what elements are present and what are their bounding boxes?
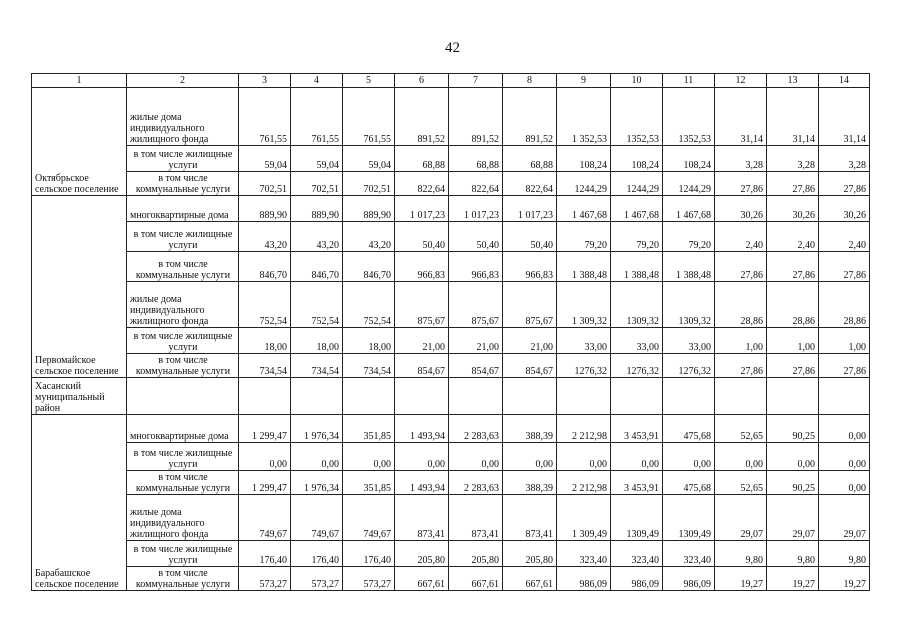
table-row [32, 354, 870, 378]
value-cell: 52,65 [715, 471, 767, 495]
value-cell: 0,00 [343, 443, 395, 471]
value-cell: 29,07 [715, 495, 767, 541]
value-cell: 889,90 [291, 196, 343, 222]
value-cell: 891,52 [503, 88, 557, 146]
value-cell: 667,61 [449, 567, 503, 591]
column-header: 8 [503, 74, 557, 88]
value-cell: 205,80 [395, 541, 449, 567]
value-cell: 1276,32 [663, 354, 715, 378]
value-cell: 0,00 [663, 443, 715, 471]
value-cell: 1 352,53 [557, 88, 611, 146]
value-cell: 351,85 [343, 471, 395, 495]
value-cell: 702,51 [239, 172, 291, 196]
column-header-row [32, 74, 870, 88]
value-cell: 0,00 [395, 443, 449, 471]
value-cell: 1 467,68 [663, 196, 715, 222]
table-row [32, 495, 870, 541]
value-cell: 891,52 [449, 88, 503, 146]
value-cell: 891,52 [395, 88, 449, 146]
value-cell: 0,00 [449, 443, 503, 471]
empty-cell [291, 378, 343, 415]
value-cell: 28,86 [767, 282, 819, 328]
value-cell: 749,67 [343, 495, 395, 541]
value-cell: 108,24 [663, 146, 715, 172]
value-cell: 28,86 [715, 282, 767, 328]
category-label: в том числе жилищные услуги [127, 443, 239, 471]
value-cell: 986,09 [611, 567, 663, 591]
value-cell: 1 309,49 [557, 495, 611, 541]
empty-cell [127, 378, 239, 415]
value-cell: 873,41 [395, 495, 449, 541]
table-row [32, 378, 870, 415]
column-header: 13 [767, 74, 819, 88]
value-cell: 1 976,34 [291, 415, 343, 443]
tariff-table [31, 73, 870, 591]
value-cell: 986,09 [557, 567, 611, 591]
value-cell: 21,00 [449, 328, 503, 354]
value-cell: 1244,29 [557, 172, 611, 196]
value-cell: 1276,32 [611, 354, 663, 378]
value-cell: 52,65 [715, 415, 767, 443]
value-cell: 0,00 [819, 415, 870, 443]
value-cell: 19,27 [819, 567, 870, 591]
column-header: 1 [32, 74, 127, 88]
value-cell: 854,67 [449, 354, 503, 378]
column-header: 3 [239, 74, 291, 88]
value-cell: 0,00 [503, 443, 557, 471]
value-cell: 0,00 [819, 471, 870, 495]
category-label: в том числе жилищные услуги [127, 222, 239, 252]
table-row [32, 471, 870, 495]
value-cell: 31,14 [767, 88, 819, 146]
category-label: в том числе коммунальные услуги [127, 252, 239, 282]
value-cell: 986,09 [663, 567, 715, 591]
value-cell: 2 212,98 [557, 471, 611, 495]
value-cell: 323,40 [611, 541, 663, 567]
value-cell: 2,40 [767, 222, 819, 252]
value-cell: 573,27 [343, 567, 395, 591]
page-number: 42 [445, 40, 460, 56]
value-cell: 1 309,32 [557, 282, 611, 328]
value-cell: 702,51 [291, 172, 343, 196]
empty-cell [503, 378, 557, 415]
value-cell: 667,61 [503, 567, 557, 591]
value-cell: 205,80 [449, 541, 503, 567]
category-label: жилые дома индивидуального жилищного фонда [127, 495, 239, 541]
table-row [32, 196, 870, 222]
column-header: 14 [819, 74, 870, 88]
settlement-name: Первомайское сельское поселение [32, 196, 127, 378]
category-label: в том числе жилищные услуги [127, 146, 239, 172]
value-cell: 351,85 [343, 415, 395, 443]
value-cell: 1276,32 [557, 354, 611, 378]
column-header: 10 [611, 74, 663, 88]
column-header: 9 [557, 74, 611, 88]
value-cell: 2 283,63 [449, 471, 503, 495]
value-cell: 43,20 [291, 222, 343, 252]
value-cell: 475,68 [663, 415, 715, 443]
value-cell: 33,00 [663, 328, 715, 354]
value-cell: 108,24 [611, 146, 663, 172]
value-cell: 205,80 [503, 541, 557, 567]
value-cell: 59,04 [239, 146, 291, 172]
category-label: в том числе коммунальные услуги [127, 172, 239, 196]
table-row [32, 282, 870, 328]
table-row [32, 88, 870, 146]
column-header: 5 [343, 74, 395, 88]
table-row [32, 415, 870, 443]
value-cell: 18,00 [239, 328, 291, 354]
value-cell: 79,20 [611, 222, 663, 252]
value-cell: 9,80 [767, 541, 819, 567]
value-cell: 27,86 [715, 354, 767, 378]
settlement-name: Хасанский муниципальный район [32, 378, 127, 415]
value-cell: 966,83 [449, 252, 503, 282]
value-cell: 0,00 [767, 443, 819, 471]
value-cell: 0,00 [291, 443, 343, 471]
value-cell: 31,14 [819, 88, 870, 146]
value-cell: 18,00 [343, 328, 395, 354]
value-cell: 752,54 [343, 282, 395, 328]
value-cell: 1309,49 [611, 495, 663, 541]
value-cell: 50,40 [503, 222, 557, 252]
empty-cell [557, 378, 611, 415]
value-cell: 28,86 [819, 282, 870, 328]
value-cell: 21,00 [503, 328, 557, 354]
value-cell: 734,54 [239, 354, 291, 378]
category-label: в том числе коммунальные услуги [127, 471, 239, 495]
value-cell: 30,26 [819, 196, 870, 222]
value-cell: 388,39 [503, 471, 557, 495]
value-cell: 761,55 [343, 88, 395, 146]
value-cell: 966,83 [503, 252, 557, 282]
value-cell: 875,67 [503, 282, 557, 328]
empty-cell [819, 378, 870, 415]
value-cell: 761,55 [239, 88, 291, 146]
empty-cell [715, 378, 767, 415]
column-header: 7 [449, 74, 503, 88]
column-header: 2 [127, 74, 239, 88]
value-cell: 1309,32 [663, 282, 715, 328]
value-cell: 1 017,23 [395, 196, 449, 222]
value-cell: 27,86 [767, 172, 819, 196]
value-cell: 873,41 [503, 495, 557, 541]
value-cell: 1 388,48 [557, 252, 611, 282]
value-cell: 27,86 [715, 172, 767, 196]
column-header: 4 [291, 74, 343, 88]
value-cell: 0,00 [819, 443, 870, 471]
table-row [32, 146, 870, 172]
empty-cell [395, 378, 449, 415]
column-header: 12 [715, 74, 767, 88]
value-cell: 846,70 [291, 252, 343, 282]
value-cell: 33,00 [557, 328, 611, 354]
value-cell: 2 212,98 [557, 415, 611, 443]
value-cell: 734,54 [343, 354, 395, 378]
value-cell: 108,24 [557, 146, 611, 172]
value-cell: 176,40 [239, 541, 291, 567]
value-cell: 30,26 [767, 196, 819, 222]
empty-cell [767, 378, 819, 415]
value-cell: 875,67 [395, 282, 449, 328]
value-cell: 1 299,47 [239, 415, 291, 443]
table-row [32, 222, 870, 252]
value-cell: 1309,49 [663, 495, 715, 541]
empty-cell [663, 378, 715, 415]
value-cell: 30,26 [715, 196, 767, 222]
value-cell: 59,04 [343, 146, 395, 172]
value-cell: 43,20 [343, 222, 395, 252]
table-row [32, 252, 870, 282]
value-cell: 752,54 [291, 282, 343, 328]
value-cell: 822,64 [449, 172, 503, 196]
value-cell: 27,86 [819, 354, 870, 378]
value-cell: 752,54 [239, 282, 291, 328]
value-cell: 29,07 [819, 495, 870, 541]
category-label: жилые дома индивидуального жилищного фонда [127, 282, 239, 328]
value-cell: 27,86 [767, 354, 819, 378]
value-cell: 27,86 [767, 252, 819, 282]
value-cell: 1 493,94 [395, 415, 449, 443]
settlement-name: Барабашское сельское поселение [32, 415, 127, 591]
value-cell: 21,00 [395, 328, 449, 354]
value-cell: 873,41 [449, 495, 503, 541]
category-label: многоквартирные дома [127, 196, 239, 222]
value-cell: 3,28 [767, 146, 819, 172]
table-row [32, 172, 870, 196]
value-cell: 749,67 [239, 495, 291, 541]
value-cell: 1 388,48 [611, 252, 663, 282]
value-cell: 27,86 [819, 252, 870, 282]
value-cell: 1 976,34 [291, 471, 343, 495]
value-cell: 1 017,23 [449, 196, 503, 222]
value-cell: 2,40 [715, 222, 767, 252]
value-cell: 854,67 [395, 354, 449, 378]
value-cell: 3,28 [819, 146, 870, 172]
value-cell: 68,88 [449, 146, 503, 172]
value-cell: 176,40 [291, 541, 343, 567]
value-cell: 90,25 [767, 471, 819, 495]
value-cell: 889,90 [239, 196, 291, 222]
category-label: в том числе жилищные услуги [127, 328, 239, 354]
value-cell: 79,20 [557, 222, 611, 252]
table-row [32, 443, 870, 471]
value-cell: 3 453,91 [611, 471, 663, 495]
value-cell: 1,00 [819, 328, 870, 354]
value-cell: 43,20 [239, 222, 291, 252]
empty-cell [449, 378, 503, 415]
value-cell: 323,40 [663, 541, 715, 567]
column-header: 6 [395, 74, 449, 88]
value-cell: 33,00 [611, 328, 663, 354]
value-cell: 822,64 [503, 172, 557, 196]
value-cell: 29,07 [767, 495, 819, 541]
value-cell: 27,86 [715, 252, 767, 282]
table-row [32, 567, 870, 591]
empty-cell [239, 378, 291, 415]
value-cell: 79,20 [663, 222, 715, 252]
value-cell: 889,90 [343, 196, 395, 222]
value-cell: 822,64 [395, 172, 449, 196]
value-cell: 3,28 [715, 146, 767, 172]
category-label: в том числе коммунальные услуги [127, 354, 239, 378]
value-cell: 68,88 [395, 146, 449, 172]
value-cell: 323,40 [557, 541, 611, 567]
value-cell: 1244,29 [663, 172, 715, 196]
value-cell: 18,00 [291, 328, 343, 354]
value-cell: 734,54 [291, 354, 343, 378]
value-cell: 50,40 [449, 222, 503, 252]
value-cell: 846,70 [343, 252, 395, 282]
value-cell: 1 467,68 [611, 196, 663, 222]
value-cell: 875,67 [449, 282, 503, 328]
value-cell: 1309,32 [611, 282, 663, 328]
value-cell: 761,55 [291, 88, 343, 146]
value-cell: 0,00 [611, 443, 663, 471]
value-cell: 702,51 [343, 172, 395, 196]
table-row [32, 328, 870, 354]
value-cell: 1 467,68 [557, 196, 611, 222]
value-cell: 2 283,63 [449, 415, 503, 443]
value-cell: 573,27 [239, 567, 291, 591]
value-cell: 50,40 [395, 222, 449, 252]
value-cell: 1 493,94 [395, 471, 449, 495]
value-cell: 9,80 [819, 541, 870, 567]
value-cell: 1244,29 [611, 172, 663, 196]
empty-cell [343, 378, 395, 415]
value-cell: 388,39 [503, 415, 557, 443]
value-cell: 68,88 [503, 146, 557, 172]
value-cell: 0,00 [239, 443, 291, 471]
value-cell: 31,14 [715, 88, 767, 146]
table-row [32, 541, 870, 567]
value-cell: 9,80 [715, 541, 767, 567]
value-cell: 0,00 [715, 443, 767, 471]
category-label: в том числе жилищные услуги [127, 541, 239, 567]
empty-cell [611, 378, 663, 415]
value-cell: 749,67 [291, 495, 343, 541]
value-cell: 1352,53 [611, 88, 663, 146]
value-cell: 19,27 [767, 567, 819, 591]
value-cell: 3 453,91 [611, 415, 663, 443]
value-cell: 1,00 [767, 328, 819, 354]
value-cell: 176,40 [343, 541, 395, 567]
value-cell: 854,67 [503, 354, 557, 378]
value-cell: 966,83 [395, 252, 449, 282]
value-cell: 667,61 [395, 567, 449, 591]
value-cell: 1 299,47 [239, 471, 291, 495]
category-label: жилые дома индивидуального жилищного фонда [127, 88, 239, 146]
value-cell: 0,00 [557, 443, 611, 471]
value-cell: 90,25 [767, 415, 819, 443]
value-cell: 1 017,23 [503, 196, 557, 222]
column-header: 11 [663, 74, 715, 88]
value-cell: 59,04 [291, 146, 343, 172]
value-cell: 2,40 [819, 222, 870, 252]
value-cell: 19,27 [715, 567, 767, 591]
settlement-name: Октябрьское сельское поселение [32, 88, 127, 196]
value-cell: 475,68 [663, 471, 715, 495]
value-cell: 846,70 [239, 252, 291, 282]
value-cell: 1352,53 [663, 88, 715, 146]
value-cell: 27,86 [819, 172, 870, 196]
value-cell: 573,27 [291, 567, 343, 591]
category-label: в том числе коммунальные услуги [127, 567, 239, 591]
category-label: многоквартирные дома [127, 415, 239, 443]
value-cell: 1 388,48 [663, 252, 715, 282]
value-cell: 1,00 [715, 328, 767, 354]
